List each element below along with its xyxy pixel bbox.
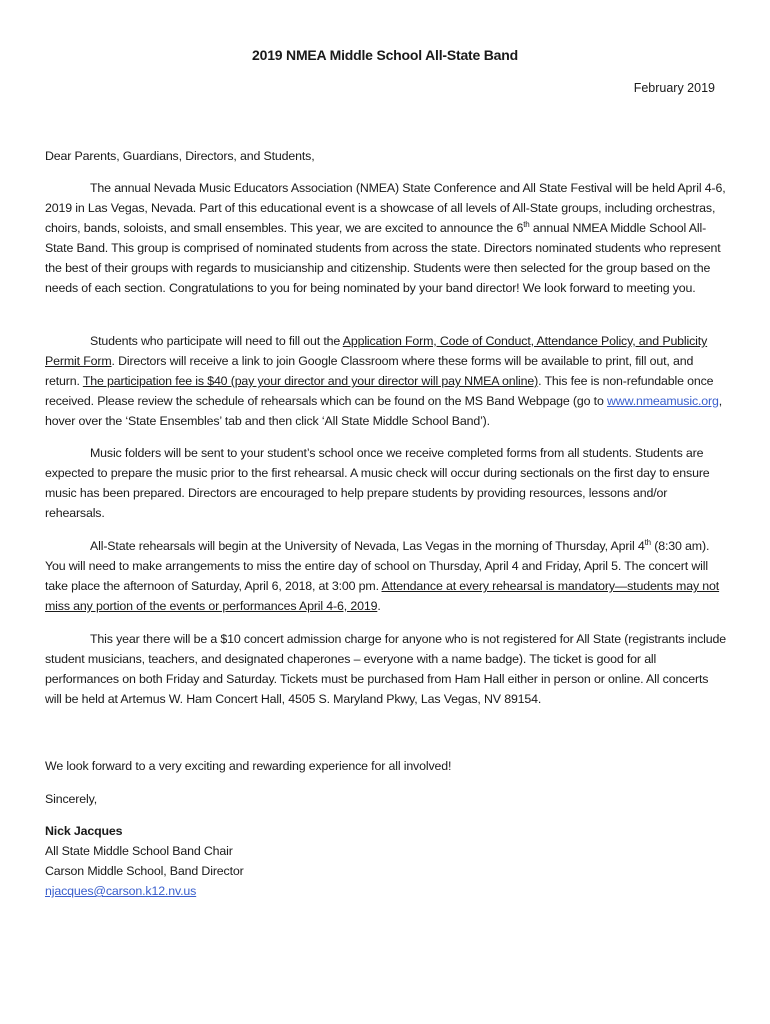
salutation: Dear Parents, Guardians, Directors, and Students, (45, 149, 315, 163)
paragraph-forms-text-b: . Directors will receive a link to join Google Classroom where these forms will be available to print, fill out, and return. (45, 354, 694, 388)
sign-off: Sincerely, (45, 792, 97, 806)
paragraph-intro (45, 178, 727, 298)
signer-name: Nick Jacques (45, 824, 123, 838)
paragraph-rehearsals (45, 536, 727, 616)
paragraph-forms-text-d: , hover over the ‘State Ensembles’ tab and then click ‘All State Middle School Band’). (45, 394, 723, 428)
paragraph-intro-text-b: annual NMEA Middle School All-State Band. This group is comprised of nominated students from across the state. Directors nominated students who represent the best of their groups with regards to musicianship and citizenship. Students were then selected for the group based on the needs of each section. Congratulations to you for being nominated by your band director! We look forward to meeting you. (45, 221, 721, 295)
paragraph-admission (45, 629, 727, 709)
participation-fee-notice: The participation fee is $40 (pay your director and your director will pay NMEA online) (82, 374, 539, 388)
signer-role-chair: All State Middle School Band Chair (45, 844, 233, 858)
ordinal-suffix: th (644, 537, 651, 547)
closing-line: We look forward to a very exciting and rewarding experience for all involved! (45, 759, 452, 773)
paragraph-intro-text-a: The annual Nevada Music Educators Association (NMEA) State Conference and All State Festival will be held April 4-6, 2019 in Las Vegas, Nevada. Part of this educational event is a showcase of all levels of All-State groups, including orchestras, choirs, bands, soloists, and small ensembles. This year, we are excited to announce the 6 (45, 181, 726, 235)
attendance-mandatory-notice: Attendance at every rehearsal is mandatory—students may not miss any portion of the events or performances April 4-6, 2019 (45, 579, 720, 613)
paragraph-forms (45, 331, 727, 431)
signature-block (45, 821, 727, 901)
signer-role-director: Carson Middle School, Band Director (45, 864, 244, 878)
nmea-website-link[interactable]: www.nmeamusic.org (606, 394, 719, 408)
paragraph-music-folders-text: Music folders will be sent to your student’s school once we receive completed forms from all students. Students are expected to prepare the music prior to the first rehearsal. A music check will occur during sectionals on the first day to ensure music has been prepared. Directors are encouraged to help prepare students by providing resources, lessons and/or rehearsals. (45, 446, 710, 520)
paragraph-rehearsals-text-b: (8:30 am). You will need to make arrangements to miss the entire day of school on Thursday, April 4 and Friday, April 5. The concert will take place the afternoon of Saturday, April 6, 2018, at 3:00 pm. (45, 539, 710, 593)
paragraph-forms-text-a: Students who participate will need to fill out the (90, 334, 343, 348)
forms-list-link: Application Form, Code of Conduct, Attendance Policy, and Publicity Permit Form (45, 334, 708, 368)
letter-date: February 2019 (633, 81, 715, 95)
paragraph-admission-text: This year there will be a $10 concert admission charge for anyone who is not registered for All State (registrants include student musicians, teachers, and designated chaperones – everyone with a name badge). The ticket is good for all performances on both Friday and Saturday. Tickets must be purchased from Ham Hall either in person or online. All concerts will be held at Artemus W. Ham Concert Hall, 4505 S. Maryland Pkwy, Las Vegas, NV 89154. (45, 632, 726, 706)
signer-email-link[interactable]: njacques@carson.k12.nv.us (45, 884, 197, 898)
paragraph-rehearsals-text-c: . (377, 599, 381, 613)
page-title: 2019 NMEA Middle School All-State Band (252, 47, 518, 63)
ordinal-suffix: th (523, 219, 530, 229)
paragraph-rehearsals-text-a: All-State rehearsals will begin at the University of Nevada, Las Vegas in the morning of Thursday, April 4 (90, 539, 645, 553)
paragraph-forms-text-c: . This fee is non-refundable once received. Please review the schedule of rehearsals which can be found on the MS Band Webpage (go to (45, 374, 714, 408)
paragraph-music-folders (45, 443, 727, 523)
